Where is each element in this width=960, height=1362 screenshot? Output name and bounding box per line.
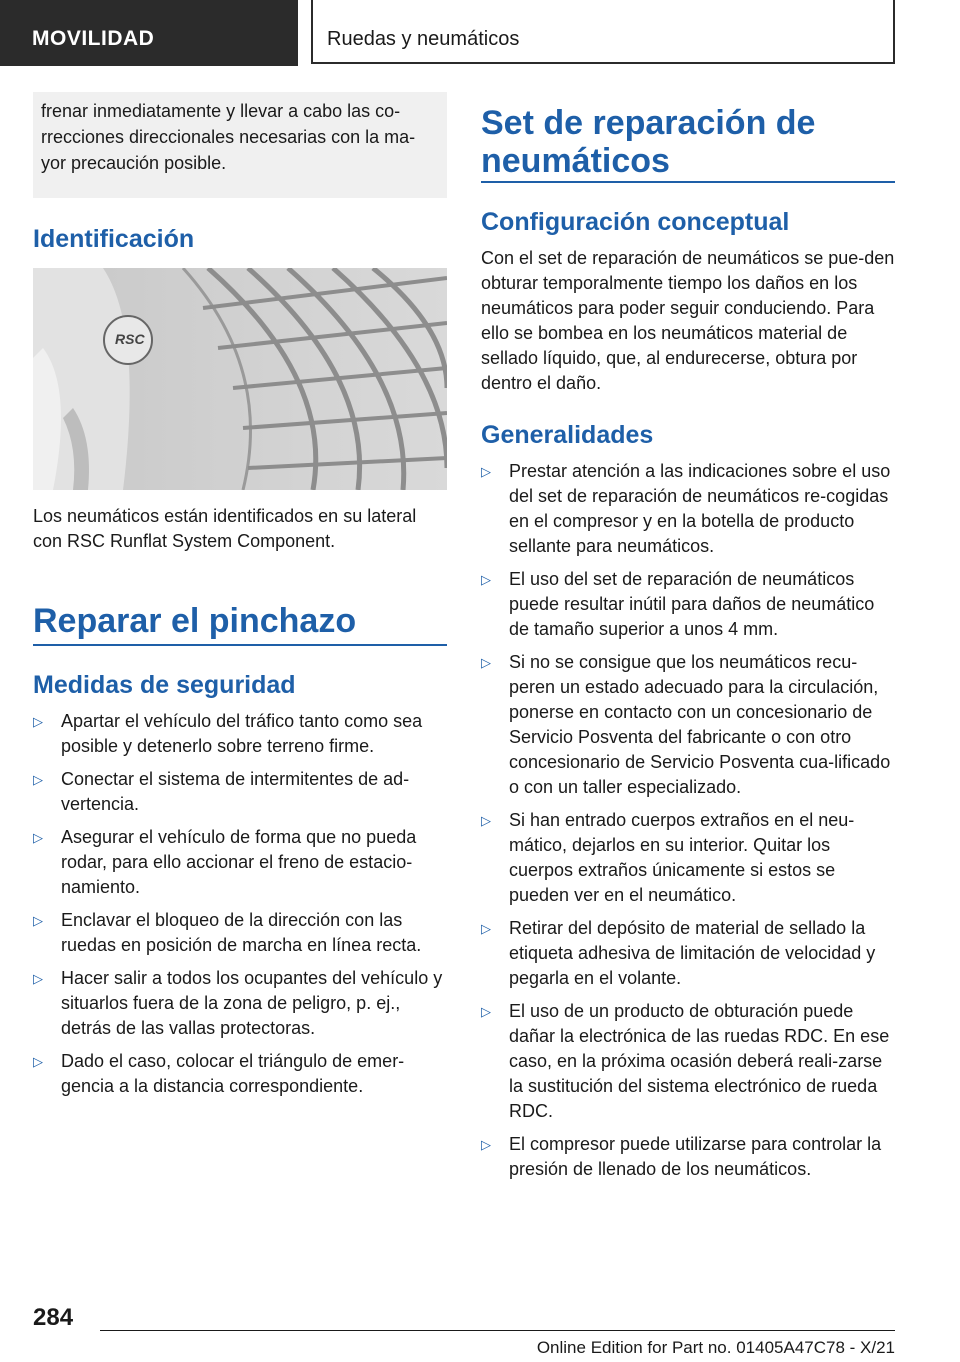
bullet-icon: ▷	[481, 921, 491, 936]
photo-caption: Los neumáticos están identificados en su lateral con RSC Runflat System Component.	[33, 506, 417, 551]
header-chapter-label: Ruedas y neumáticos	[327, 28, 520, 50]
list-item: ▷ El compresor puede utilizarse para controlar la presión de llenado de los neumáticos.	[481, 1134, 882, 1179]
rsc-badge-text: RSC	[115, 331, 145, 347]
header-section-tab	[0, 0, 298, 66]
list-item: ▷ El uso de un producto de obturación puede dañar la electrónica de las ruedas RDC. En ese caso, en la próxima ocasión deberá reali-zarse la sustitución del sistema electrónico de rueda RDC.	[481, 1001, 890, 1121]
configuracion-heading: Configuración conceptual	[481, 208, 790, 236]
list-item: ▷ Apartar el vehículo del tráfico tanto como sea posible y detenerlo sobre terreno firme.	[33, 711, 423, 756]
bullet-icon: ▷	[481, 572, 491, 587]
tire-illustration	[33, 268, 447, 490]
medidas-list	[33, 709, 447, 1107]
tire-photo	[33, 268, 447, 490]
medidas-heading: Medidas de seguridad	[33, 671, 296, 699]
header-chapter-tab	[311, 0, 895, 64]
list-item: ▷ El uso del set de reparación de neumáticos puede resultar inútil para daños de neumático de tamaño superior a unos 4 mm.	[481, 569, 875, 639]
footer-edition: Online Edition for Part no. 01405A47C78 - X/21	[536, 1338, 895, 1357]
bullet-icon: ▷	[481, 1004, 491, 1019]
footer-rule	[100, 1330, 895, 1331]
bullet-icon: ▷	[33, 913, 43, 928]
set-reparacion-heading: Set de reparación de neumáticos	[481, 104, 816, 180]
bullet-icon: ▷	[481, 813, 491, 828]
bullet-icon: ▷	[481, 655, 491, 670]
reparar-heading: Reparar el pinchazo	[33, 602, 357, 640]
list-item: ▷ Si no se consigue que los neumáticos recu-peren un estado adecuado para la circulación, ponerse en contacto con un concesionario de Servicio Posventa del fabricante o con otro concesionario de Servicio Posventa cua-lificado o con un taller especializado.	[481, 652, 891, 797]
bullet-icon: ▷	[481, 464, 491, 479]
generalidades-list	[481, 459, 895, 1190]
list-item: ▷ Retirar del depósito de material de sellado la etiqueta adhesiva de limitación de velocidad y pegarla en el volante.	[481, 918, 876, 988]
set-reparacion-rule	[481, 181, 895, 183]
bullet-icon: ▷	[33, 971, 43, 986]
list-item: ▷ Prestar atención a las indicaciones sobre el uso del set de reparación de neumáticos re-cogidas en el compresor y en la botella de producto sellante para neumáticos.	[481, 461, 891, 556]
bullet-icon: ▷	[33, 1054, 43, 1069]
continued-note-box	[33, 92, 447, 198]
generalidades-heading: Generalidades	[481, 421, 654, 449]
list-item: ▷ Hacer salir a todos los ocupantes del vehículo y situarlos fuera de la zona de peligro, p. ej., detrás de las vallas protectoras.	[33, 968, 443, 1038]
identificacion-heading: Identificación	[33, 225, 195, 253]
reparar-rule	[33, 644, 447, 646]
list-item: ▷ Dado el caso, colocar el triángulo de emer-gencia a la distancia correspondiente.	[33, 1051, 405, 1096]
list-item: ▷ Si han entrado cuerpos extraños en el neu-mático, dejarlos en su interior. Quitar los cuerpos extraños únicamente si estos se pueden ver en el neumático.	[481, 810, 855, 905]
header-section-label: MOVILIDAD	[32, 27, 155, 50]
list-item: ▷ Asegurar el vehículo de forma que no pueda rodar, para ello accionar el freno de estacio-namiento.	[33, 827, 417, 897]
bullet-icon: ▷	[33, 772, 43, 787]
bullet-icon: ▷	[33, 714, 43, 729]
configuracion-text: Con el set de reparación de neumáticos se pue-den obturar temporalmente tiempo los daños en los neumáticos para poder seguir conduciendo. Para ello se bombea en los neumáticos material de sellado líquido, que, al endurecerse, obtura por dentro el daño.	[481, 248, 895, 393]
bullet-icon: ▷	[33, 830, 43, 845]
list-item: ▷ Conectar el sistema de intermitentes de ad-vertencia.	[33, 769, 410, 814]
page-number: 284	[33, 1304, 74, 1331]
list-item: ▷ Enclavar el bloqueo de la dirección con las ruedas en posición de marcha en línea recta.	[33, 910, 422, 955]
note-text: frenar inmediatamente y llevar a cabo las co-rrecciones direccionales necesarias con la ma-yor precaución posible.	[41, 101, 416, 173]
bullet-icon: ▷	[481, 1137, 491, 1152]
